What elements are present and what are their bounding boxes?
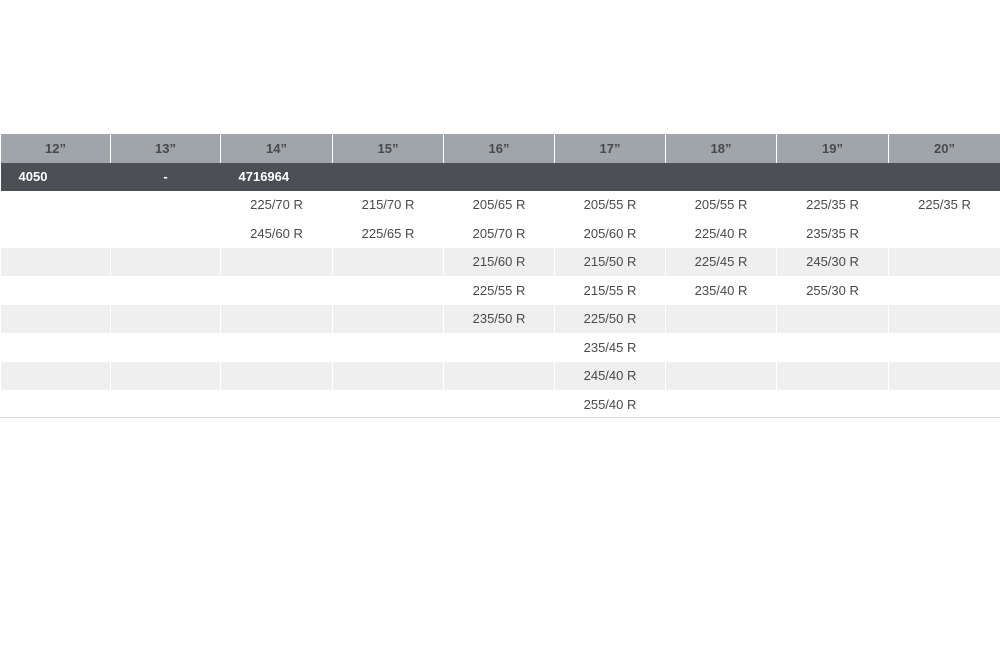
table-row bbox=[1, 362, 1000, 391]
cell bbox=[1, 191, 111, 220]
cell: 215/70 R bbox=[333, 191, 444, 220]
cell: 215/55 R bbox=[555, 276, 666, 305]
column-header-16: 16” bbox=[444, 134, 555, 163]
column-header-18: 18” bbox=[666, 134, 777, 163]
cell bbox=[333, 276, 444, 305]
cell bbox=[221, 333, 333, 362]
cell: 255/30 R bbox=[777, 276, 889, 305]
cell bbox=[889, 390, 1000, 419]
table-bottom-divider bbox=[0, 417, 1000, 418]
cell bbox=[889, 333, 1000, 362]
cell bbox=[111, 333, 221, 362]
table-row bbox=[1, 305, 1000, 334]
cell: 235/40 R bbox=[666, 276, 777, 305]
cell bbox=[777, 362, 889, 391]
cell bbox=[777, 390, 889, 419]
cell bbox=[221, 248, 333, 277]
cell: 205/70 R bbox=[444, 219, 555, 248]
table-row bbox=[1, 333, 1000, 362]
cell: 225/35 R bbox=[777, 191, 889, 220]
table-row bbox=[1, 191, 1000, 220]
cell bbox=[666, 390, 777, 419]
cell: 225/35 R bbox=[889, 191, 1000, 220]
cell: 225/55 R bbox=[444, 276, 555, 305]
cell: 235/50 R bbox=[444, 305, 555, 334]
cell bbox=[889, 248, 1000, 277]
column-header-12: 12” bbox=[1, 134, 111, 163]
cell bbox=[111, 305, 221, 334]
cell bbox=[333, 305, 444, 334]
cell bbox=[1, 276, 111, 305]
table-row bbox=[1, 276, 1000, 305]
cell: 225/65 R bbox=[333, 219, 444, 248]
cell bbox=[1, 219, 111, 248]
cell bbox=[111, 362, 221, 391]
cell bbox=[666, 362, 777, 391]
cell: 205/55 R bbox=[555, 191, 666, 220]
column-header-19: 19” bbox=[777, 134, 889, 163]
cell bbox=[444, 362, 555, 391]
cell bbox=[221, 276, 333, 305]
cell bbox=[1, 362, 111, 391]
cell: 215/50 R bbox=[555, 248, 666, 277]
cell bbox=[1, 390, 111, 419]
cell bbox=[666, 305, 777, 334]
cell: 225/40 R bbox=[666, 219, 777, 248]
cell: 245/40 R bbox=[555, 362, 666, 391]
cell bbox=[111, 248, 221, 277]
table-row bbox=[1, 248, 1000, 277]
cell bbox=[1, 333, 111, 362]
cell: 235/35 R bbox=[777, 219, 889, 248]
cell bbox=[1, 305, 111, 334]
cell bbox=[666, 333, 777, 362]
column-header-17: 17” bbox=[555, 134, 666, 163]
cell bbox=[889, 219, 1000, 248]
cell bbox=[111, 390, 221, 419]
cell bbox=[221, 305, 333, 334]
cell bbox=[889, 362, 1000, 391]
code-dash: - bbox=[111, 163, 221, 191]
cell: 215/60 R bbox=[444, 248, 555, 277]
code-right: 4716964 bbox=[221, 163, 1000, 191]
cell bbox=[777, 305, 889, 334]
cell: 245/60 R bbox=[221, 219, 333, 248]
cell bbox=[111, 276, 221, 305]
table-row bbox=[1, 219, 1000, 248]
column-header-15: 15” bbox=[333, 134, 444, 163]
table-header bbox=[1, 134, 1000, 163]
cell bbox=[221, 390, 333, 419]
cell: 235/45 R bbox=[555, 333, 666, 362]
cell: 225/70 R bbox=[221, 191, 333, 220]
code-left: 4050 bbox=[1, 163, 111, 191]
cell bbox=[221, 362, 333, 391]
tire-size-table-container bbox=[0, 134, 1000, 419]
tire-size-table bbox=[0, 134, 1000, 419]
table-body bbox=[1, 163, 1000, 419]
cell: 245/30 R bbox=[777, 248, 889, 277]
cell bbox=[333, 390, 444, 419]
cell bbox=[111, 191, 221, 220]
cell bbox=[444, 333, 555, 362]
cell bbox=[333, 333, 444, 362]
cell: 225/45 R bbox=[666, 248, 777, 277]
cell bbox=[333, 362, 444, 391]
column-header-20: 20” bbox=[889, 134, 1000, 163]
header-row bbox=[1, 134, 1000, 163]
column-header-13: 13” bbox=[111, 134, 221, 163]
cell: 205/60 R bbox=[555, 219, 666, 248]
cell bbox=[333, 248, 444, 277]
cell: 205/55 R bbox=[666, 191, 777, 220]
cell: 205/65 R bbox=[444, 191, 555, 220]
cell: 225/50 R bbox=[555, 305, 666, 334]
code-row bbox=[1, 163, 1000, 191]
column-header-14: 14” bbox=[221, 134, 333, 163]
table-row bbox=[1, 390, 1000, 419]
cell bbox=[889, 305, 1000, 334]
cell bbox=[889, 276, 1000, 305]
cell: 255/40 R bbox=[555, 390, 666, 419]
cell bbox=[1, 248, 111, 277]
cell bbox=[111, 219, 221, 248]
cell bbox=[444, 390, 555, 419]
cell bbox=[777, 333, 889, 362]
